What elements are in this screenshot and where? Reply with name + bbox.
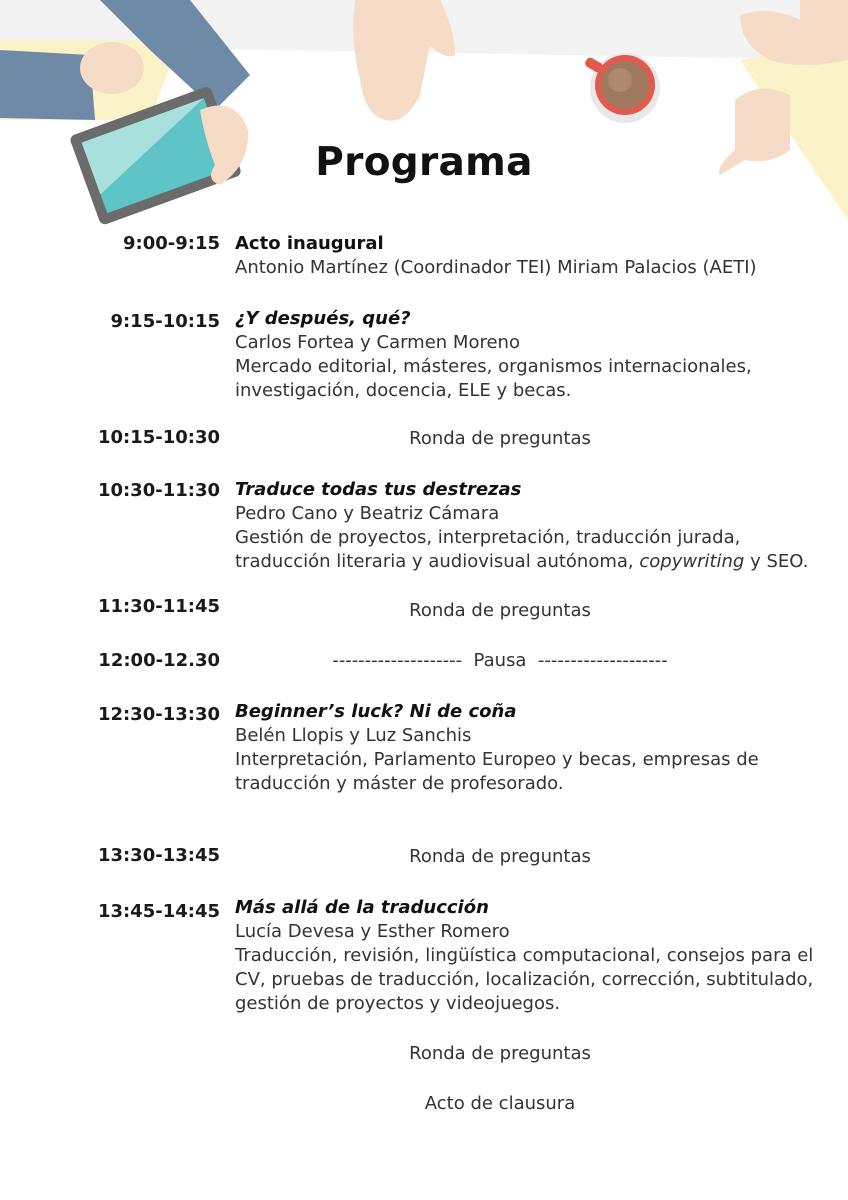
questions-round: Ronda de preguntas bbox=[409, 1043, 591, 1064]
session-block bbox=[235, 307, 795, 403]
questions-round: Ronda de preguntas bbox=[409, 600, 591, 621]
session-title: ¿Y después, qué? bbox=[235, 308, 411, 329]
session-block bbox=[235, 896, 814, 1016]
session-time: 13:45-14:45 bbox=[97, 901, 220, 922]
line-text: traducción literaria y audiovisual autónoma, bbox=[235, 551, 640, 572]
session-line: Lucía Devesa y Esther Romero bbox=[235, 921, 510, 942]
session-line: Belén Llopis y Luz Sanchis bbox=[235, 725, 472, 746]
header-illustration bbox=[0, 0, 848, 240]
session-line: gestión de proyectos y videojuegos. bbox=[235, 993, 561, 1014]
session-line bbox=[235, 550, 809, 574]
session-title: Traduce todas tus destrezas bbox=[235, 479, 522, 500]
session-time: 12:00-12.30 bbox=[98, 650, 220, 671]
session-line: Mercado editorial, másteres, organismos internacionales, bbox=[235, 356, 752, 377]
session-line: Traducción, revisión, lingüística computacional, consejos para el bbox=[235, 945, 814, 966]
session-line: Gestión de proyectos, interpretación, traducción jurada, bbox=[235, 527, 741, 548]
emphasis-text: copywriting bbox=[639, 551, 745, 572]
session-line: Interpretación, Parlamento Europeo y becas, empresas de bbox=[235, 749, 759, 770]
pause-label: -------------------- Pausa -------------------- bbox=[332, 650, 668, 671]
session-title: Más allá de la traducción bbox=[235, 897, 489, 918]
session-line: Pedro Cano y Beatriz Cámara bbox=[235, 503, 500, 524]
session-block bbox=[235, 478, 809, 574]
session-line: traducción y máster de profesorado. bbox=[235, 773, 564, 794]
session-time: 11:30-11:45 bbox=[97, 596, 220, 617]
session-block bbox=[235, 232, 795, 280]
session-time: 9:00-9:15 bbox=[122, 233, 220, 254]
session-time: 13:30-13:45 bbox=[97, 845, 220, 866]
session-time: 12:30-13:30 bbox=[97, 704, 220, 725]
session-time: 9:15-10:15 bbox=[110, 311, 220, 332]
session-line: Carlos Fortea y Carmen Moreno bbox=[235, 332, 520, 353]
session-title: Acto inaugural bbox=[235, 233, 384, 254]
session-line: investigación, docencia, ELE y becas. bbox=[235, 380, 572, 401]
session-block bbox=[235, 700, 795, 796]
coffee-cup-illustration bbox=[584, 53, 660, 123]
session-time: 10:15-10:30 bbox=[97, 427, 220, 448]
questions-round: Ronda de preguntas bbox=[409, 428, 591, 449]
session-title: Beginner’s luck? Ni de coña bbox=[235, 701, 517, 722]
session-line: CV, pruebas de traducción, localización, corrección, subtitulado, bbox=[235, 969, 814, 990]
line-text: y SEO. bbox=[744, 551, 809, 572]
closing-act: Acto de clausura bbox=[424, 1093, 576, 1114]
questions-round: Ronda de preguntas bbox=[409, 846, 591, 867]
session-line: Antonio Martínez (Coordinador TEI) Miriam Palacios (AETI) bbox=[235, 257, 757, 278]
session-time: 10:30-11:30 bbox=[97, 480, 220, 501]
page-title: Programa bbox=[315, 140, 533, 185]
